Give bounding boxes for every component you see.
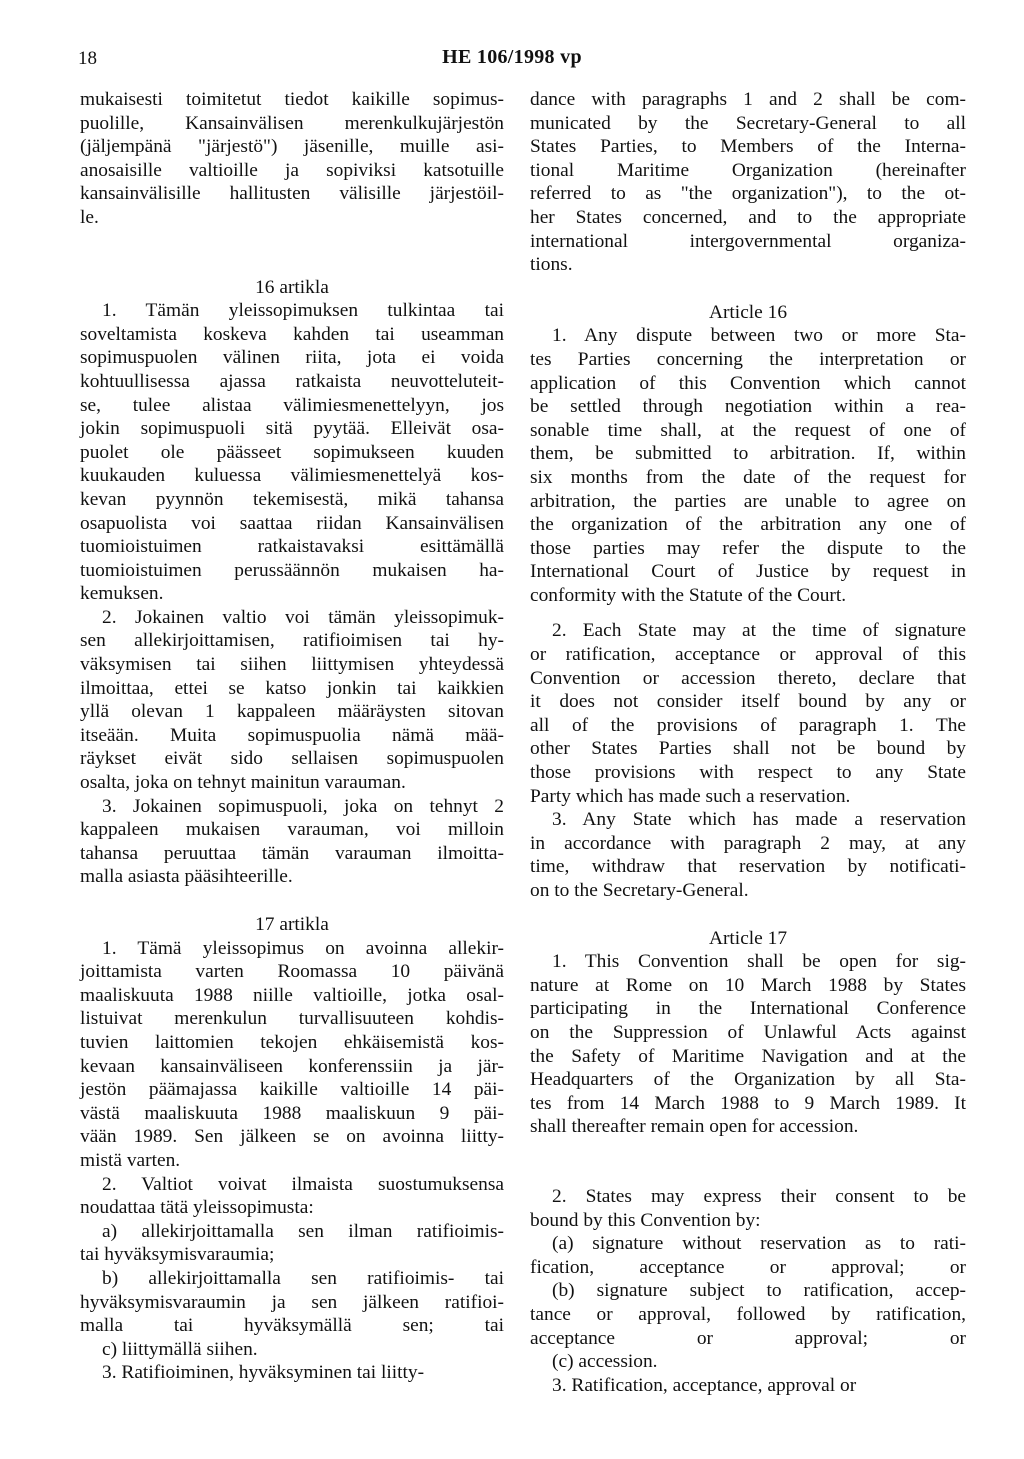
- text-line: ilmoittaa, ettei se katso jonkin tai kaikkien: [80, 677, 504, 699]
- text-line: västä maaliskuuta 1988 maaliskuun 9 päi-: [80, 1102, 504, 1124]
- text-line: dance with paragraphs 1 and 2 shall be com-: [530, 89, 966, 110]
- text-line: them, be submitted to arbitration. If, within: [530, 443, 966, 465]
- text-line: väksymisen tai siihen liittymisen yhteydessä: [80, 654, 504, 676]
- en-article-16-heading: Article 16: [708, 301, 788, 323]
- text-line: on to the Secretary-General.: [530, 880, 749, 901]
- text-line: on the Suppression of Unlawful Acts against: [530, 1021, 966, 1043]
- text-line: nature at Rome on 10 March 1988 by States: [530, 974, 966, 996]
- fi-intro-paragraph: [80, 88, 504, 230]
- text-line: (a) signature without reservation as to rati-: [552, 1233, 966, 1255]
- text-line: kuukauden kuluessa välimiesmenettelyä kos-: [80, 465, 504, 487]
- text-line: (b) signature subject to ratification, accep-: [552, 1280, 966, 1302]
- text-line: mistä varten.: [80, 1149, 181, 1171]
- text-line: 1. This Convention shall be open for sig-: [552, 951, 966, 973]
- page-number: 18: [78, 48, 97, 69]
- text-line: (jäljempänä "järjestö") jäsenille, muille asi-: [80, 136, 504, 158]
- text-line: other States Parties shall not be bound by: [530, 738, 966, 760]
- text-line: yllä olevan 1 kappaleen määräysten sitovan: [80, 701, 504, 723]
- text-line: 3. Ratification, acceptance, approval or: [552, 1374, 857, 1396]
- text-line: jestön päämajassa kaikille valtioille 14 päi-: [80, 1079, 504, 1101]
- text-line: her States concerned, and to the appropriate: [530, 206, 966, 228]
- en-intro-paragraph: [530, 88, 966, 277]
- text-line: listuivat merenkulun turvallisuuteen kohdis-: [80, 1008, 504, 1030]
- text-line: sonable time shall, at the request of one of: [530, 419, 966, 441]
- text-line: tes Parties concerning the interpretation or: [530, 348, 966, 370]
- text-line: puolet ole päässeet sopimukseen kuuden: [80, 441, 504, 463]
- text-line: hyväksymisvaraumin ja sen jälkeen ratifioi-: [80, 1291, 504, 1313]
- text-line: c) liittymällä siihen.: [102, 1338, 258, 1360]
- text-line: kevaan kansainväliseen konferenssiin ja jär-: [80, 1055, 504, 1077]
- text-line: kevan pyynnön tekemisestä, mikä tahansa: [80, 488, 504, 510]
- text-line: tuomioistuimen perussäännön mukaisen ha-: [80, 559, 504, 581]
- running-header: HE 106/1998 vp: [442, 46, 582, 68]
- text-line: those parties may refer the dispute to the: [530, 537, 966, 559]
- fi-art17-paragraph-1: [80, 937, 504, 1173]
- text-line: those provisions with respect to any State: [530, 762, 966, 784]
- text-line: a) allekirjoittamalla sen ilman ratifioimis-: [102, 1220, 504, 1242]
- text-line: puolille, Kansainvälisen merenkulkujärjestön: [80, 112, 504, 134]
- text-line: 3. Jokainen sopimuspuoli, joka on tehnyt 2: [102, 795, 504, 817]
- text-line: malla tai hyväksymällä sen; tai: [80, 1315, 504, 1337]
- text-line: 2. Jokainen valtio voi tämän yleissopimuk-: [102, 606, 504, 628]
- text-line: malla asiasta pääsihteerille.: [80, 866, 293, 888]
- text-line: it does not consider itself bound by any or: [530, 691, 966, 713]
- text-line: se, tulee alistaa välimiesmenettelyyn, jos: [80, 394, 504, 416]
- text-line: osapuolista voi saattaa riidan Kansainvälisen: [80, 512, 504, 534]
- text-line: sopimuspuolen välinen riita, jota ei voida: [80, 347, 504, 369]
- en-article-17-heading: Article 17: [708, 927, 788, 949]
- text-line: Convention or accession thereto, declare that: [530, 667, 966, 689]
- text-line: 2. Each State may at the time of signature: [552, 620, 966, 642]
- fi-art16-paragraph-3: [80, 795, 504, 889]
- text-line: noudattaa tätä yleissopimusta:: [80, 1197, 314, 1219]
- text-line: conformity with the Statute of the Court.: [530, 584, 847, 606]
- text-line: 2. States may express their consent to be: [552, 1185, 966, 1207]
- text-line: (c) accession.: [552, 1351, 658, 1373]
- text-line: the organization of the arbitration any one of: [530, 514, 966, 536]
- finnish-column: [80, 88, 504, 1385]
- en-art16-paragraph-3: [530, 808, 966, 902]
- text-line: tional Maritime Organization (hereinafter: [530, 159, 966, 181]
- en-art16-paragraph-2: [530, 619, 966, 808]
- text-line: mukaisesti toimitetut tiedot kaikille sopimus-: [80, 89, 504, 110]
- text-line: kansainvälisille hallitusten välisille järjestöil-: [80, 183, 504, 205]
- text-line: soveltamista koskeva kahden tai useamman: [80, 323, 504, 345]
- text-line: tuvien laittomien tekojen ehkäisemistä kos-: [80, 1031, 504, 1053]
- text-line: all of the provisions of paragraph 1. The: [530, 714, 966, 736]
- text-line: Party which has made such a reservation.: [530, 785, 851, 807]
- text-line: the Safety of Maritime Navigation and at the: [530, 1045, 966, 1067]
- english-column: [530, 88, 966, 1397]
- text-line: six months from the date of the request for: [530, 466, 966, 488]
- text-line: tuomioistuimen ratkaistavaksi esittämällä: [80, 536, 504, 558]
- text-line: in accordance with paragraph 2 may, at any: [530, 832, 966, 854]
- text-line: tions.: [530, 254, 573, 276]
- text-line: municated by the Secretary-General to all: [530, 112, 966, 134]
- text-line: jokin sopimuspuoli sitä pyytää. Elleivät osa-: [80, 418, 504, 440]
- text-line: 2. Valtiot voivat ilmaista suostumuksensa: [102, 1173, 504, 1195]
- text-line: arbitration, the parties are unable to agree on: [530, 490, 966, 512]
- text-line: be settled through negotiation within a rea-: [530, 396, 966, 418]
- en-art17-paragraph-2: [530, 1185, 966, 1374]
- text-line: räykset eivät sido sellaisen sopimuspuolen: [80, 748, 504, 770]
- fi-article-16-heading: 16 artikla: [255, 276, 329, 298]
- text-line: vään 1989. Sen jälkeen se on avoinna liitty-: [80, 1126, 504, 1148]
- text-line: or ratification, acceptance or approval of this: [530, 644, 966, 666]
- text-line: fication, acceptance or approval; or: [530, 1256, 966, 1278]
- text-line: maaliskuuta 1988 niille valtioille, jotka osal-: [80, 984, 504, 1006]
- fi-art16-paragraph-1: [80, 299, 504, 606]
- fi-art17-paragraph-2: [80, 1173, 504, 1362]
- text-line: bound by this Convention by:: [530, 1209, 761, 1231]
- text-line: 1. Tämä yleissopimus on avoinna allekir-: [102, 937, 504, 959]
- text-line: referred to as "the organization"), to the ot-: [530, 183, 966, 205]
- text-line: kohtuullisessa ajassa ratkaista neuvotteluteit-: [80, 370, 504, 392]
- text-line: time, withdraw that reservation by notificati-: [530, 856, 966, 878]
- text-line: sen allekirjoittamisen, ratifioimisen tai hy-: [80, 630, 504, 652]
- text-line: tance or approval, followed by ratification,: [530, 1303, 966, 1325]
- text-line: anosaisille valtioille ja sopiviksi katsotuille: [80, 159, 504, 181]
- text-line: participating in the International Conference: [530, 998, 966, 1020]
- text-line: tai hyväksymisvaraumia;: [80, 1244, 275, 1266]
- text-line: tes from 14 March 1988 to 9 March 1989. It: [530, 1092, 966, 1114]
- text-line: itseään. Muita sopimuspuolia nämä mää-: [80, 724, 504, 746]
- text-line: international intergovernmental organiza-: [530, 230, 966, 252]
- text-line: 3. Any State which has made a reservation: [552, 809, 966, 831]
- text-line: tahansa peruuttaa tämän varauman ilmoitta-: [80, 842, 504, 864]
- fi-article-17-heading: 17 artikla: [255, 914, 329, 935]
- text-line: b) allekirjoittamalla sen ratifioimis- tai: [102, 1267, 504, 1289]
- text-line: kappaleen mukaisen varauman, voi milloin: [80, 819, 504, 841]
- text-line: shall thereafter remain open for accession.: [530, 1116, 859, 1138]
- text-line: 1. Any dispute between two or more Sta-: [552, 325, 966, 347]
- en-art17-paragraph-3: [530, 1374, 966, 1398]
- fi-art17-paragraph-3: [80, 1361, 504, 1385]
- text-line: le.: [80, 206, 99, 228]
- text-line: acceptance or approval; or: [530, 1327, 966, 1349]
- text-line: 3. Ratifioiminen, hyväksyminen tai liitty-: [102, 1362, 425, 1384]
- text-line: States Parties, to Members of the Interna-: [530, 136, 966, 158]
- text-line: osalta, joka on tehnyt mainitun varauman.: [80, 772, 406, 794]
- text-line: application of this Convention which cannot: [530, 372, 966, 394]
- text-line: joittamista varten Roomassa 10 päivänä: [80, 961, 504, 983]
- en-art17-paragraph-1: [530, 950, 966, 1139]
- text-line: kemuksen.: [80, 583, 164, 605]
- text-line: International Court of Justice by request in: [530, 561, 966, 583]
- fi-art16-paragraph-2: [80, 606, 504, 795]
- en-art16-paragraph-1: [530, 324, 966, 607]
- text-line: 1. Tämän yleissopimuksen tulkintaa tai: [102, 300, 504, 322]
- text-line: Headquarters of the Organization by all Sta-: [530, 1069, 966, 1091]
